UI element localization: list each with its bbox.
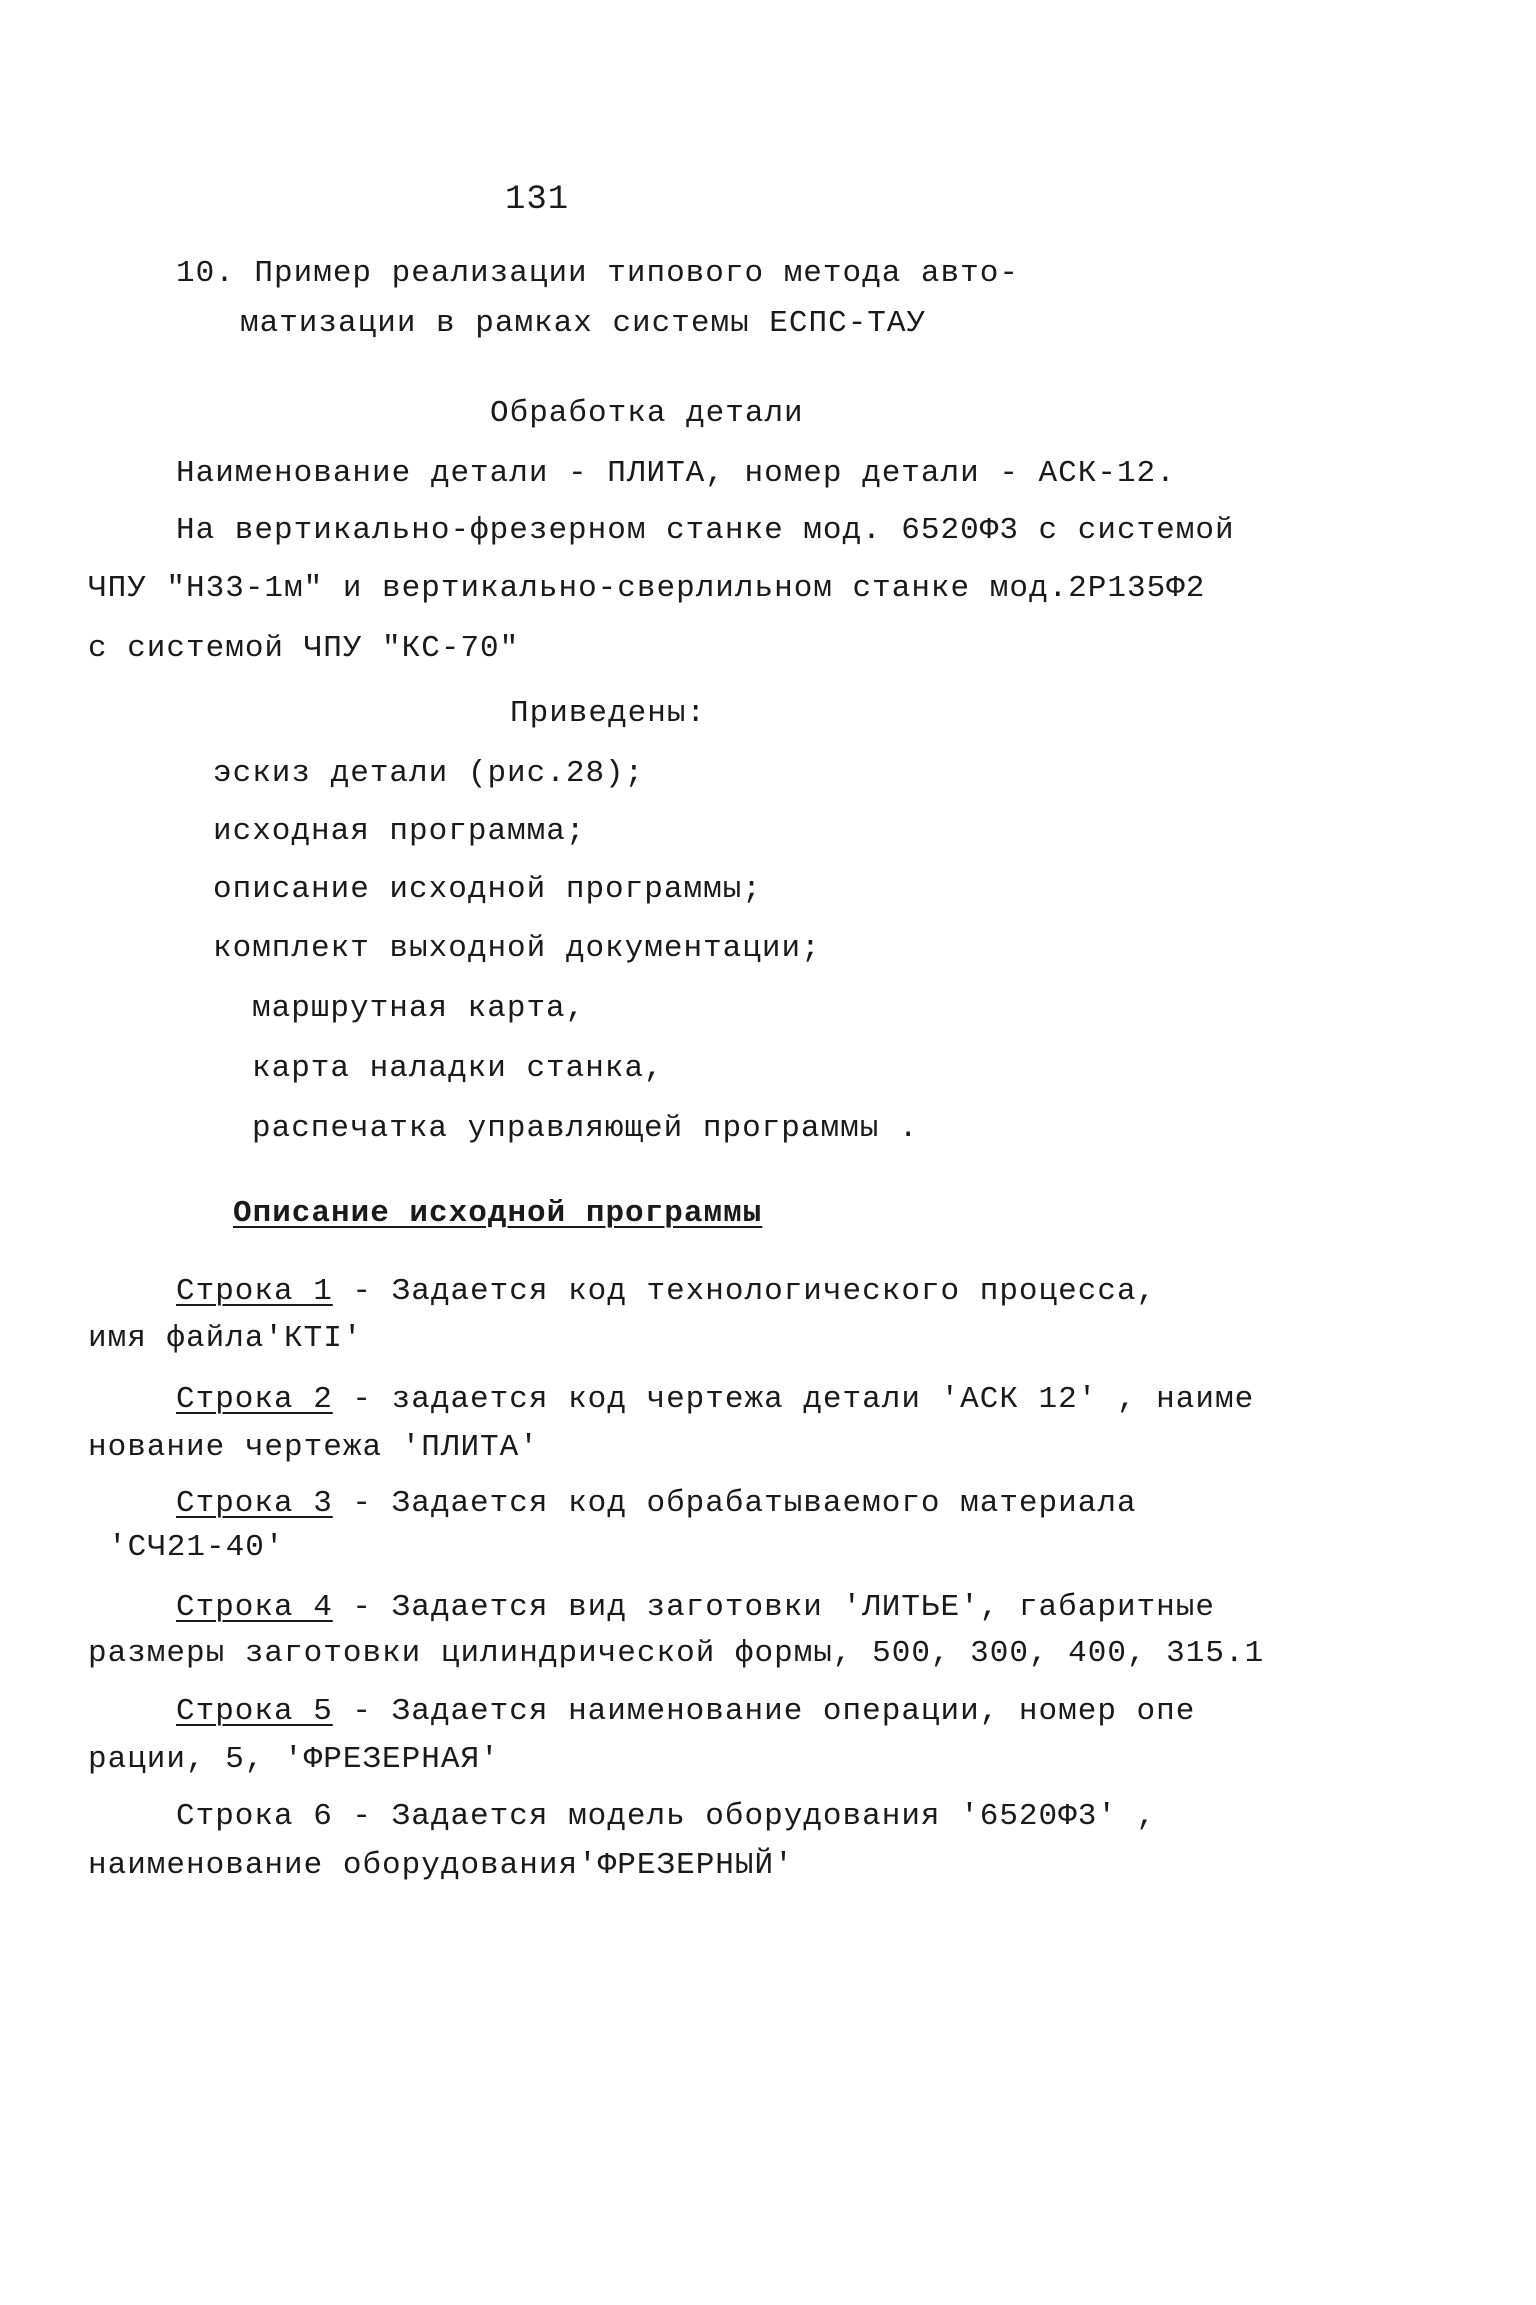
row-6-label: Строка 6 <box>176 1799 333 1834</box>
part-line-2: На вертикально-фрезерном станке мод. 6520Ф3 с системой <box>176 513 1235 548</box>
page-number: 131 <box>505 181 570 219</box>
row-3-text: - Задается код обрабатываемого материала <box>332 1486 1137 1521</box>
part-line-4: с системой ЧПУ "КС-70" <box>88 631 520 666</box>
row-2-label: Строка 2 <box>176 1382 333 1417</box>
given-item-3: описание исходной программы; <box>213 872 762 907</box>
row-5-line-1 <box>176 1696 1195 1727</box>
row-1-label: Строка 1 <box>176 1274 333 1309</box>
given-item-1: эскиз детали (рис.28); <box>213 756 645 791</box>
row-2-line-1 <box>176 1384 1254 1415</box>
part-line-1: Наименование детали - ПЛИТА, номер детали - АСК-12. <box>176 456 1176 491</box>
given-item-4: комплект выходной документации; <box>213 931 821 966</box>
description-heading: Описание исходной программы <box>233 1196 763 1231</box>
row-1-line-2: имя файла'КТI' <box>88 1321 363 1356</box>
row-4-line-1 <box>176 1592 1215 1623</box>
section-title-line-2: матизации в рамках системы ЕСПС-ТАУ <box>240 306 927 341</box>
given-subitem-2: карта наладки станка, <box>252 1051 664 1086</box>
row-1-text: - Задается код технологического процесса, <box>332 1274 1157 1309</box>
given-subitem-1: маршрутная карта, <box>252 991 586 1026</box>
part-line-3: ЧПУ "Н33-1м" и вертикально-сверлильном станке мод.2Р135Ф2 <box>88 571 1206 606</box>
subtitle: Обработка детали <box>490 396 804 431</box>
row-5-line-2: рации, 5, 'ФРЕЗЕРНАЯ' <box>88 1742 500 1777</box>
row-3-line-1 <box>176 1488 1137 1519</box>
row-6-text: - Задается модель оборудования '6520Ф3' , <box>332 1799 1157 1834</box>
row-6-line-2: наименование оборудования'ФРЕЗЕРНЫЙ' <box>88 1848 794 1883</box>
row-3-label: Строка 3 <box>176 1486 333 1521</box>
row-1-line-1 <box>176 1276 1156 1307</box>
row-4-label: Строка 4 <box>176 1590 333 1625</box>
row-2-text: - задается код чертежа детали 'АСК 12' , наиме <box>332 1382 1255 1417</box>
given-heading: Приведены: <box>510 696 707 731</box>
row-5-label: Строка 5 <box>176 1694 333 1729</box>
section-title-line-1: 10. Пример реализации типового метода авто- <box>176 256 1019 291</box>
row-5-text: - Задается наименование операции, номер опе <box>332 1694 1196 1729</box>
given-item-2: исходная программа; <box>213 814 586 849</box>
row-3-line-2: 'СЧ21-40' <box>108 1530 285 1565</box>
row-2-line-2: нование чертежа 'ПЛИТА' <box>88 1430 539 1465</box>
given-subitem-3: распечатка управляющей программы . <box>252 1111 919 1146</box>
row-6-line-1 <box>176 1801 1156 1832</box>
row-4-line-2: размеры заготовки цилиндрической формы, 500, 300, 400, 315.1 <box>88 1636 1265 1671</box>
row-4-text: - Задается вид заготовки 'ЛИТЬЕ', габаритные <box>332 1590 1215 1625</box>
